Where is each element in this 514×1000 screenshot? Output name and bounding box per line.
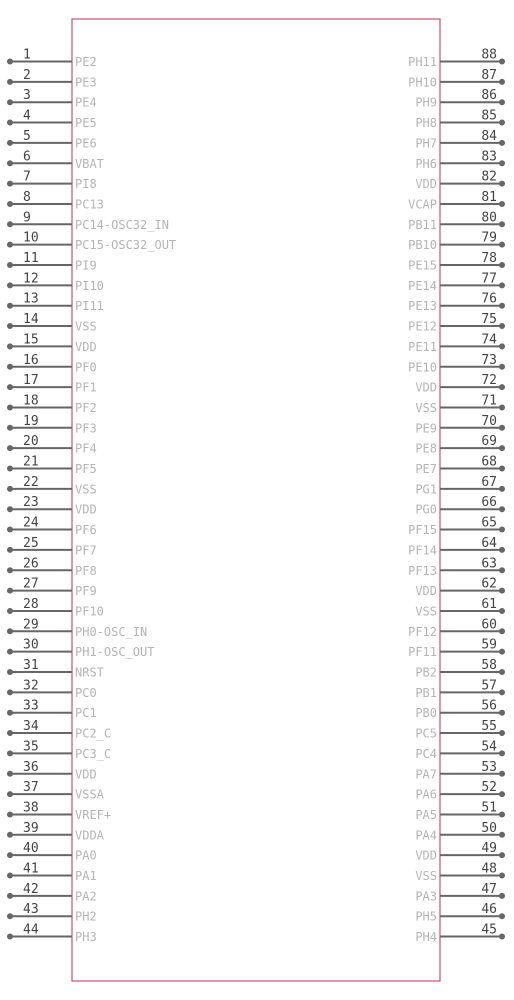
pin-name: PH4 xyxy=(415,930,437,945)
pin-end-dot xyxy=(499,750,505,756)
pin-end-dot xyxy=(499,506,505,512)
pin-end-dot xyxy=(499,466,505,472)
pin-name: PA4 xyxy=(415,828,437,843)
pin-end-dot xyxy=(7,750,13,756)
pin-name: PG0 xyxy=(415,502,437,517)
pin-end-dot xyxy=(7,893,13,899)
pin-number: 64 xyxy=(481,535,497,551)
pin-end-dot xyxy=(7,811,13,817)
pin-end-dot xyxy=(7,242,13,248)
pin-name: PI8 xyxy=(75,177,97,192)
pin-number: 57 xyxy=(481,678,497,694)
pin-end-dot xyxy=(7,689,13,695)
pin-number: 21 xyxy=(23,454,39,470)
pin-end-dot xyxy=(499,282,505,288)
pin-number: 19 xyxy=(23,413,39,429)
pin-number: 47 xyxy=(481,881,497,897)
pin-number: 81 xyxy=(481,189,497,205)
pin-end-dot xyxy=(7,608,13,614)
pin-end-dot xyxy=(7,404,13,410)
pin-name: VDD xyxy=(415,848,437,863)
pin-name: VCAP xyxy=(408,197,437,212)
pin-name: PH6 xyxy=(415,156,437,171)
pin-end-dot xyxy=(499,913,505,919)
pin-number: 30 xyxy=(23,637,39,653)
pin-name: PE14 xyxy=(408,278,437,293)
pin-name: VREF+ xyxy=(75,807,112,822)
pin-end-dot xyxy=(7,567,13,573)
pin-end-dot xyxy=(7,730,13,736)
pin-end-dot xyxy=(7,791,13,797)
pin-name: NRST xyxy=(75,665,104,680)
pin-end-dot xyxy=(499,445,505,451)
pin-number: 66 xyxy=(481,495,497,511)
pin-end-dot xyxy=(499,669,505,675)
pin-name: PI11 xyxy=(75,299,104,314)
pin-name: PF11 xyxy=(408,645,437,660)
pin-number: 67 xyxy=(481,474,497,490)
pin-name: PF12 xyxy=(408,624,437,639)
pin-end-dot xyxy=(7,934,13,940)
pin-end-dot xyxy=(7,140,13,146)
pin-end-dot xyxy=(7,384,13,390)
pin-name: PE9 xyxy=(415,421,437,436)
pin-end-dot xyxy=(499,201,505,207)
pin-number: 3 xyxy=(23,88,31,104)
pin-name: VSS xyxy=(415,604,437,619)
pin-number: 20 xyxy=(23,434,39,450)
pin-number: 52 xyxy=(481,780,497,796)
pin-end-dot xyxy=(499,710,505,716)
pin-end-dot xyxy=(499,242,505,248)
pin-name: PC1 xyxy=(75,706,97,721)
pin-end-dot xyxy=(499,689,505,695)
pin-number: 73 xyxy=(481,352,497,368)
pin-number: 33 xyxy=(23,698,39,714)
pin-name: PF4 xyxy=(75,441,97,456)
pin-number: 70 xyxy=(481,413,497,429)
pin-end-dot xyxy=(499,99,505,105)
pin-number: 40 xyxy=(23,841,39,857)
pin-name: PE13 xyxy=(408,299,437,314)
pin-name: VSS xyxy=(415,869,437,883)
pin-end-dot xyxy=(7,913,13,919)
pin-number: 68 xyxy=(481,454,497,470)
pin-end-dot xyxy=(7,201,13,207)
ic-body-outline xyxy=(72,19,440,981)
pin-number: 1 xyxy=(23,47,31,63)
pin-end-dot xyxy=(7,710,13,716)
pin-number: 24 xyxy=(23,515,39,531)
pin-name: PE12 xyxy=(408,319,437,334)
pin-end-dot xyxy=(499,628,505,634)
pin-name: PC0 xyxy=(75,685,97,700)
pin-number: 88 xyxy=(481,47,497,63)
pin-end-dot xyxy=(499,323,505,329)
pin-end-dot xyxy=(499,303,505,309)
pin-name: PA2 xyxy=(75,889,97,904)
pin-end-dot xyxy=(7,873,13,879)
pin-name: PE10 xyxy=(408,360,437,375)
pin-number: 17 xyxy=(23,373,39,389)
pin-name: PH2 xyxy=(75,909,97,924)
pin-number: 29 xyxy=(23,617,39,633)
pin-end-dot xyxy=(7,486,13,492)
pin-number: 48 xyxy=(481,861,497,877)
pin-number: 77 xyxy=(481,271,497,287)
pin-number: 37 xyxy=(23,780,39,796)
pin-name: VSS xyxy=(415,400,437,415)
pin-name: PA1 xyxy=(75,869,97,883)
pin-number: 63 xyxy=(481,556,497,572)
pin-end-dot xyxy=(499,343,505,349)
pin-number: 59 xyxy=(481,637,497,653)
pin-name: PB11 xyxy=(408,217,437,232)
pin-name: VDD xyxy=(415,584,437,599)
pin-end-dot xyxy=(7,59,13,65)
pin-name: PE6 xyxy=(75,136,97,151)
pin-name: VDD xyxy=(75,767,97,782)
pin-end-dot xyxy=(7,588,13,594)
pin-number: 44 xyxy=(23,922,39,938)
pin-number: 56 xyxy=(481,698,497,714)
pin-end-dot xyxy=(7,466,13,472)
pin-end-dot xyxy=(499,771,505,777)
pin-number: 7 xyxy=(23,169,31,185)
pin-number: 55 xyxy=(481,719,497,735)
pin-end-dot xyxy=(499,364,505,370)
pin-end-dot xyxy=(7,262,13,268)
pin-end-dot xyxy=(499,873,505,879)
pin-number: 31 xyxy=(23,658,39,673)
pin-end-dot xyxy=(7,282,13,288)
pin-name: VSS xyxy=(75,482,97,497)
pin-name: PC14-OSC32_IN xyxy=(75,217,169,232)
pin-name: VSSA xyxy=(75,787,104,802)
pin-name: PF3 xyxy=(75,421,97,436)
pin-end-dot xyxy=(499,730,505,736)
pin-end-dot xyxy=(499,79,505,85)
pin-end-dot xyxy=(7,425,13,431)
pin-end-dot xyxy=(7,364,13,370)
pin-name: PF13 xyxy=(408,563,437,578)
pin-number: 26 xyxy=(23,556,39,572)
pin-number: 61 xyxy=(481,596,497,612)
pin-name: PC13 xyxy=(75,197,104,212)
pin-end-dot xyxy=(7,343,13,349)
pin-number: 12 xyxy=(23,271,39,287)
pin-number: 22 xyxy=(23,474,39,490)
pin-number: 82 xyxy=(481,169,497,185)
pin-name: PF15 xyxy=(408,523,437,538)
pin-number: 27 xyxy=(23,576,39,592)
pin-name: PH11 xyxy=(408,55,437,69)
pin-name: VSS xyxy=(75,319,97,334)
pin-name: PH3 xyxy=(75,930,97,945)
pin-end-dot xyxy=(7,669,13,675)
pin-end-dot xyxy=(499,934,505,940)
pin-name: PF7 xyxy=(75,543,97,558)
pin-name: PH0-OSC_IN xyxy=(75,624,148,639)
pin-end-dot xyxy=(7,527,13,533)
pin-end-dot xyxy=(499,425,505,431)
pin-number: 46 xyxy=(481,902,497,918)
pin-name: PA5 xyxy=(415,807,437,822)
pin-number: 49 xyxy=(481,841,497,857)
pin-end-dot xyxy=(499,181,505,187)
pin-number: 65 xyxy=(481,515,497,531)
pin-end-dot xyxy=(7,852,13,858)
pin-name: PE3 xyxy=(75,75,97,90)
pin-number: 87 xyxy=(481,67,497,83)
pin-name: VDD xyxy=(75,502,97,517)
pin-number: 78 xyxy=(481,251,497,266)
pin-number: 15 xyxy=(23,332,39,348)
pin-name: VDD xyxy=(415,380,437,395)
pin-name: PE7 xyxy=(415,462,437,476)
pin-name: PF5 xyxy=(75,462,97,476)
pin-end-dot xyxy=(499,221,505,227)
pin-number: 9 xyxy=(23,210,31,226)
pin-number: 8 xyxy=(23,189,31,205)
pin-number: 39 xyxy=(23,820,39,836)
pin-name: PC4 xyxy=(415,746,437,761)
pin-number: 10 xyxy=(23,230,39,246)
pin-number: 72 xyxy=(481,373,497,389)
pin-end-dot xyxy=(7,99,13,105)
pin-end-dot xyxy=(7,547,13,553)
pin-end-dot xyxy=(499,262,505,268)
pin-end-dot xyxy=(499,649,505,655)
pin-number: 50 xyxy=(481,820,497,836)
pin-number: 75 xyxy=(481,312,497,328)
pin-number: 74 xyxy=(481,332,497,348)
pin-end-dot xyxy=(499,547,505,553)
pin-number: 16 xyxy=(23,352,39,368)
pin-name: PF1 xyxy=(75,380,97,395)
pin-name: PI10 xyxy=(75,278,104,293)
pin-number: 79 xyxy=(481,230,497,246)
pin-number: 41 xyxy=(23,861,39,877)
pin-name: PA7 xyxy=(415,767,437,782)
pin-number: 28 xyxy=(23,596,39,612)
pin-name: PC2_C xyxy=(75,726,112,741)
pin-end-dot xyxy=(7,120,13,126)
pin-name: PB0 xyxy=(415,706,437,721)
pin-end-dot xyxy=(499,811,505,817)
pin-name: PF0 xyxy=(75,360,97,375)
pin-number: 51 xyxy=(481,800,497,816)
pin-name: PH5 xyxy=(415,909,437,924)
pin-number: 36 xyxy=(23,759,39,775)
pin-end-dot xyxy=(7,628,13,634)
pin-end-dot xyxy=(499,791,505,797)
pin-end-dot xyxy=(499,59,505,65)
pin-name: PE11 xyxy=(408,339,437,354)
pin-name: PE15 xyxy=(408,258,437,273)
pin-name: VDD xyxy=(415,177,437,192)
pin-name: PE2 xyxy=(75,55,97,69)
pin-name: PH9 xyxy=(415,95,437,110)
pin-number: 62 xyxy=(481,576,497,592)
pin-number: 69 xyxy=(481,434,497,450)
pin-number: 83 xyxy=(481,149,497,165)
pin-number: 34 xyxy=(23,719,39,735)
pin-number: 11 xyxy=(23,251,39,266)
pin-name: PH8 xyxy=(415,116,437,131)
pin-name: PA0 xyxy=(75,848,97,863)
pin-end-dot xyxy=(7,221,13,227)
pin-number: 6 xyxy=(23,149,31,165)
pin-end-dot xyxy=(7,323,13,329)
pin-number: 38 xyxy=(23,800,39,816)
pin-number: 84 xyxy=(481,128,497,144)
pin-name: PC15-OSC32_OUT xyxy=(75,238,177,253)
pin-name: PH7 xyxy=(415,136,437,151)
pin-end-dot xyxy=(499,486,505,492)
pin-end-dot xyxy=(499,588,505,594)
pin-end-dot xyxy=(499,608,505,614)
pin-number: 13 xyxy=(23,291,39,307)
pin-number: 35 xyxy=(23,739,39,755)
pin-number: 2 xyxy=(23,67,31,83)
pin-end-dot xyxy=(499,120,505,126)
pin-name: PC3_C xyxy=(75,746,112,761)
pin-end-dot xyxy=(499,140,505,146)
pin-end-dot xyxy=(499,567,505,573)
pin-name: VDD xyxy=(75,339,97,354)
pin-name: PA3 xyxy=(415,889,437,904)
pin-name: VDDA xyxy=(75,828,104,843)
pin-name: PI9 xyxy=(75,258,97,273)
pin-number: 53 xyxy=(481,759,497,775)
pin-end-dot xyxy=(499,160,505,166)
pin-name: PG1 xyxy=(415,482,437,497)
pin-name: PF9 xyxy=(75,584,97,599)
pin-number: 43 xyxy=(23,902,39,918)
pin-number: 45 xyxy=(481,922,497,938)
pin-number: 58 xyxy=(481,658,497,673)
pin-number: 5 xyxy=(23,128,31,144)
pin-number: 54 xyxy=(481,739,497,755)
pin-name: PB1 xyxy=(415,685,437,700)
pin-number: 80 xyxy=(481,210,497,226)
pin-end-dot xyxy=(499,404,505,410)
pin-name: PH1-OSC_OUT xyxy=(75,645,155,660)
pin-name: PF10 xyxy=(75,604,104,619)
pin-number: 23 xyxy=(23,495,39,511)
pin-name: PB10 xyxy=(408,238,437,253)
pin-name: VBAT xyxy=(75,156,104,171)
pin-end-dot xyxy=(7,506,13,512)
pin-number: 25 xyxy=(23,535,39,551)
pin-end-dot xyxy=(499,832,505,838)
pin-name: PH10 xyxy=(408,75,437,90)
pin-number: 86 xyxy=(481,88,497,104)
pin-name: PB2 xyxy=(415,665,437,680)
pin-number: 42 xyxy=(23,881,39,897)
pin-name: PE4 xyxy=(75,95,97,110)
pin-end-dot xyxy=(7,832,13,838)
pin-end-dot xyxy=(7,303,13,309)
right-pin-group xyxy=(408,48,505,945)
pin-end-dot xyxy=(7,445,13,451)
pin-name: PF2 xyxy=(75,400,97,415)
pin-number: 71 xyxy=(481,393,497,409)
pin-number: 60 xyxy=(481,617,497,633)
pin-name: PE5 xyxy=(75,116,97,131)
pin-end-dot xyxy=(7,160,13,166)
pin-end-dot xyxy=(7,771,13,777)
pin-end-dot xyxy=(499,527,505,533)
pin-number: 14 xyxy=(23,312,39,328)
pin-end-dot xyxy=(499,384,505,390)
pin-name: PA6 xyxy=(415,787,437,802)
pin-number: 32 xyxy=(23,678,39,694)
pin-end-dot xyxy=(7,181,13,187)
pin-name: PC5 xyxy=(415,726,437,741)
pin-end-dot xyxy=(7,79,13,85)
pin-number: 85 xyxy=(481,108,497,124)
pin-end-dot xyxy=(499,893,505,899)
pin-name: PF6 xyxy=(75,523,97,538)
pin-end-dot xyxy=(499,852,505,858)
pin-number: 4 xyxy=(23,108,31,124)
pin-number: 76 xyxy=(481,291,497,307)
pin-name: PF14 xyxy=(408,543,437,558)
pin-end-dot xyxy=(7,649,13,655)
pin-name: PF8 xyxy=(75,563,97,578)
pin-name: PE8 xyxy=(415,441,437,456)
pin-number: 18 xyxy=(23,393,39,409)
